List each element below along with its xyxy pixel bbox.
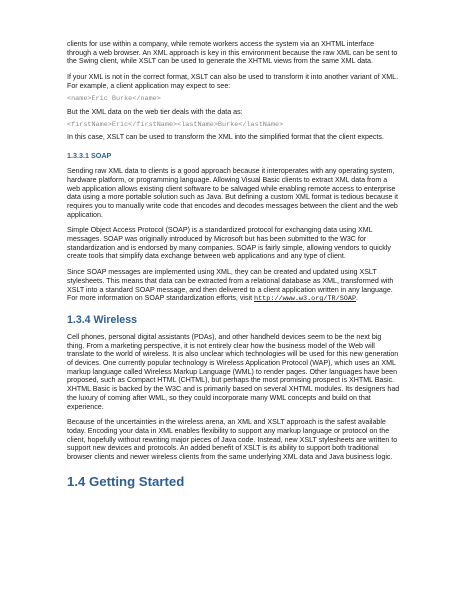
code-name-element: <name>Eric Burke</name> [67,94,161,103]
heading-wireless: 1.3.4 Wireless [67,313,137,326]
heading-getting-started: 1.4 Getting Started [67,473,185,489]
paragraph-raw-xml: Sending raw XML data to clients is a good approach because it interoperates with any operating system, hardware platform, or programming language. Allowing Visual Basic clients to extract XML data from a web application allows existing client software to be salvaged while enabling remote access to enterprise data using a more portable solution such as Java. But defining a custom XML format is tedious because it requires you to manually write code that encodes and decodes messages between the client and the web application. [67,167,398,219]
document-page [67,40,400,490]
code-first-last-name: <firstName>Eric</firstName><lastName>Burke</lastName> [67,120,284,129]
paragraph-xslt-transform: If your XML is not in the correct format, XSLT can also be used to transform it into another variant of XML. For example, a client application may expect to see: [67,73,399,90]
paragraph-soap-xslt-period: . [356,294,359,303]
paragraph-soap-protocol: Simple Object Access Protocol (SOAP) is a standardized protocol for exchanging data using XML messages. SOAP was originally introduced by Microsoft but has been submitted to the W3C for standardization and is endorsed by many companies. SOAP is fairly simple, allowing vendors to quickly create tools that simplify data exchange between web applications and any type of client. [67,226,391,261]
heading-soap: 1.3.3.1 SOAP [67,151,112,161]
paragraph-web-tier: But the XML data on the web tier deals with the data as: [67,108,243,117]
paragraph-simplified-format: In this case, XSLT can be used to transform the XML into the simplified format that the client expects. [67,133,384,142]
paragraph-intro: clients for use within a company, while remote workers access the system via an XHTML interface through a web browser. An XML approach is key in this environment because the raw XML can be sent to the Swing client, while XSLT can be used to generate the XHTML views from the same XML data. [67,40,398,66]
paragraph-soap-xslt [67,268,400,304]
w3c-soap-link[interactable]: http://www.w3.org/TR/SOAP [254,295,357,304]
paragraph-wireless-uncertainty: Because of the uncertainties in the wireless arena, an XML and XSLT approach is the safest available today. Encoding your data in XML enables flexibility to support any markup language or protocol on the client, hopefully without rewriting major pieces of Java code. Instead, new XSLT stylesheets are written to support new devices and protocols. An added benefit of XSLT is its ability to support both traditional browser clients and newer wireless clients from the same underlying XML data and Java business logic. [67,418,398,462]
paragraph-soap-xslt-text: Since SOAP messages are implemented using XML, they can be created and updated using XSLT stylesheets. This means that data can be extracted from a relational database as XML, transformed with XSLT into a standard SOAP message, and then delivered to a client application written in any language. For more information on SOAP standardization efforts, visit [67,268,394,303]
paragraph-handheld: Cell phones, personal digital assistants (PDAs), and other handheld devices seem to be the next big thing. From a marketing perspective, it is not entirely clear how the business model of the Web will translate to the world of wireless. It is also unclear which technologies will be used for this new generation of devices. One currently popular technology is Wireless Application Protocol (WAP), which uses an XML markup language called Wireless Markup Language (WML) to render pages. Other languages have been proposed, such as Compact HTML (CHTML), but perhaps the most promising prospect is XHTML Basic. XHTML Basic is backed by the W3C and is primarily based on several XHTML modules. Its designers had the luxury of coming after WML, so they could incorporate many WML concepts and build on that experience. [67,332,400,411]
